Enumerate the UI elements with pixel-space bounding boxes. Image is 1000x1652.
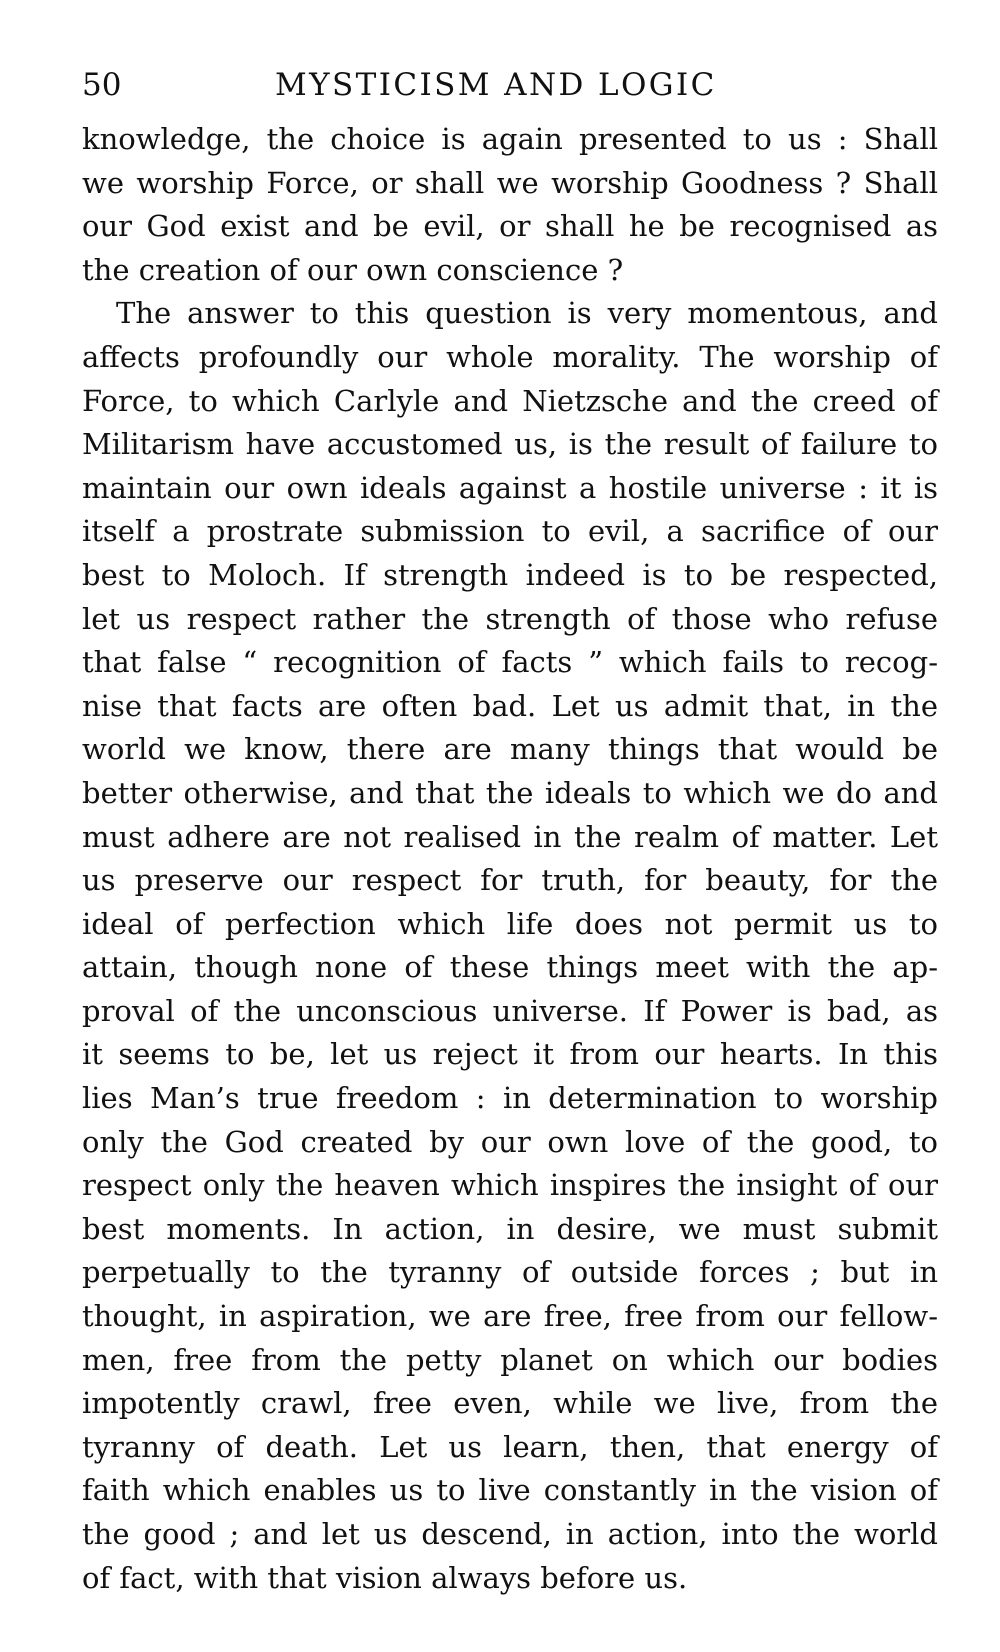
text-line: affects profoundly our whole morality. The worship of <box>82 339 938 374</box>
text-line: thought, in aspiration, we are free, free from our fellow- <box>82 1299 938 1334</box>
text-line: Force, to which Carlyle and Nietzsche and the creed of <box>82 383 938 418</box>
text-line: better otherwise, and that the ideals to which we do and <box>82 775 938 810</box>
page-number: 50 <box>82 67 122 103</box>
running-head: MYSTICISM AND LOGIC <box>275 67 717 103</box>
text-line: impotently crawl, free even, while we live, from the <box>82 1386 938 1421</box>
text-line: the creation of our own conscience ? <box>82 252 624 287</box>
text-line: of fact, with that vision always before us. <box>82 1560 688 1595</box>
text-line: ideal of perfection which life does not permit us to <box>82 906 938 941</box>
text-line: must adhere are not realised in the realm of matter. Let <box>82 819 938 854</box>
text-line: men, free from the petty planet on which our bodies <box>82 1342 938 1377</box>
text-line: maintain our own ideals against a hostile universe : it is <box>82 470 938 505</box>
text-line: it seems to be, let us reject it from our hearts. In this <box>82 1037 938 1072</box>
text-line: best moments. In action, in desire, we must submit <box>82 1211 938 1246</box>
body-text <box>82 118 938 1600</box>
text-line: nise that facts are often bad. Let us admit that, in the <box>82 688 938 723</box>
text-line: lies Man’s true freedom : in determination to worship <box>82 1081 938 1116</box>
text-line: the good ; and let us descend, in action, into the world <box>82 1517 938 1551</box>
text-line: our God exist and be evil, or shall he be recognised as <box>82 209 938 244</box>
text-line: proval of the unconscious universe. If Power is bad, as <box>82 993 938 1028</box>
text-line: world we know, there are many things that would be <box>82 732 938 767</box>
text-line: let us respect rather the strength of those who refuse <box>82 601 938 636</box>
text-line: itself a prostrate submission to evil, a sacrifice of our <box>82 514 938 549</box>
text-line: The answer to this question is very momentous, and <box>116 296 938 331</box>
text-line: tyranny of death. Let us learn, then, that energy of <box>82 1429 938 1464</box>
text-line: we worship Force, or shall we worship Goodness ? Shall <box>82 165 938 200</box>
text-line: perpetually to the tyranny of outside forces ; but in <box>82 1255 938 1290</box>
text-line: knowledge, the choice is again presented to us : Shall <box>82 122 938 156</box>
text-line: us preserve our respect for truth, for beauty, for the <box>82 863 938 898</box>
text-line: that false “ recognition of facts ” which fails to recog- <box>82 645 938 680</box>
text-line: only the God created by our own love of the good, to <box>82 1124 938 1159</box>
text-line: best to Moloch. If strength indeed is to be respected, <box>82 557 938 592</box>
page-header <box>82 55 938 115</box>
text-line: Militarism have accustomed us, is the result of failure to <box>82 427 938 462</box>
text-line: respect only the heaven which inspires the insight of our <box>82 1168 938 1203</box>
text-line: faith which enables us to live constantly in the vision of <box>82 1473 938 1508</box>
text-line: attain, though none of these things meet with the ap- <box>82 950 938 985</box>
